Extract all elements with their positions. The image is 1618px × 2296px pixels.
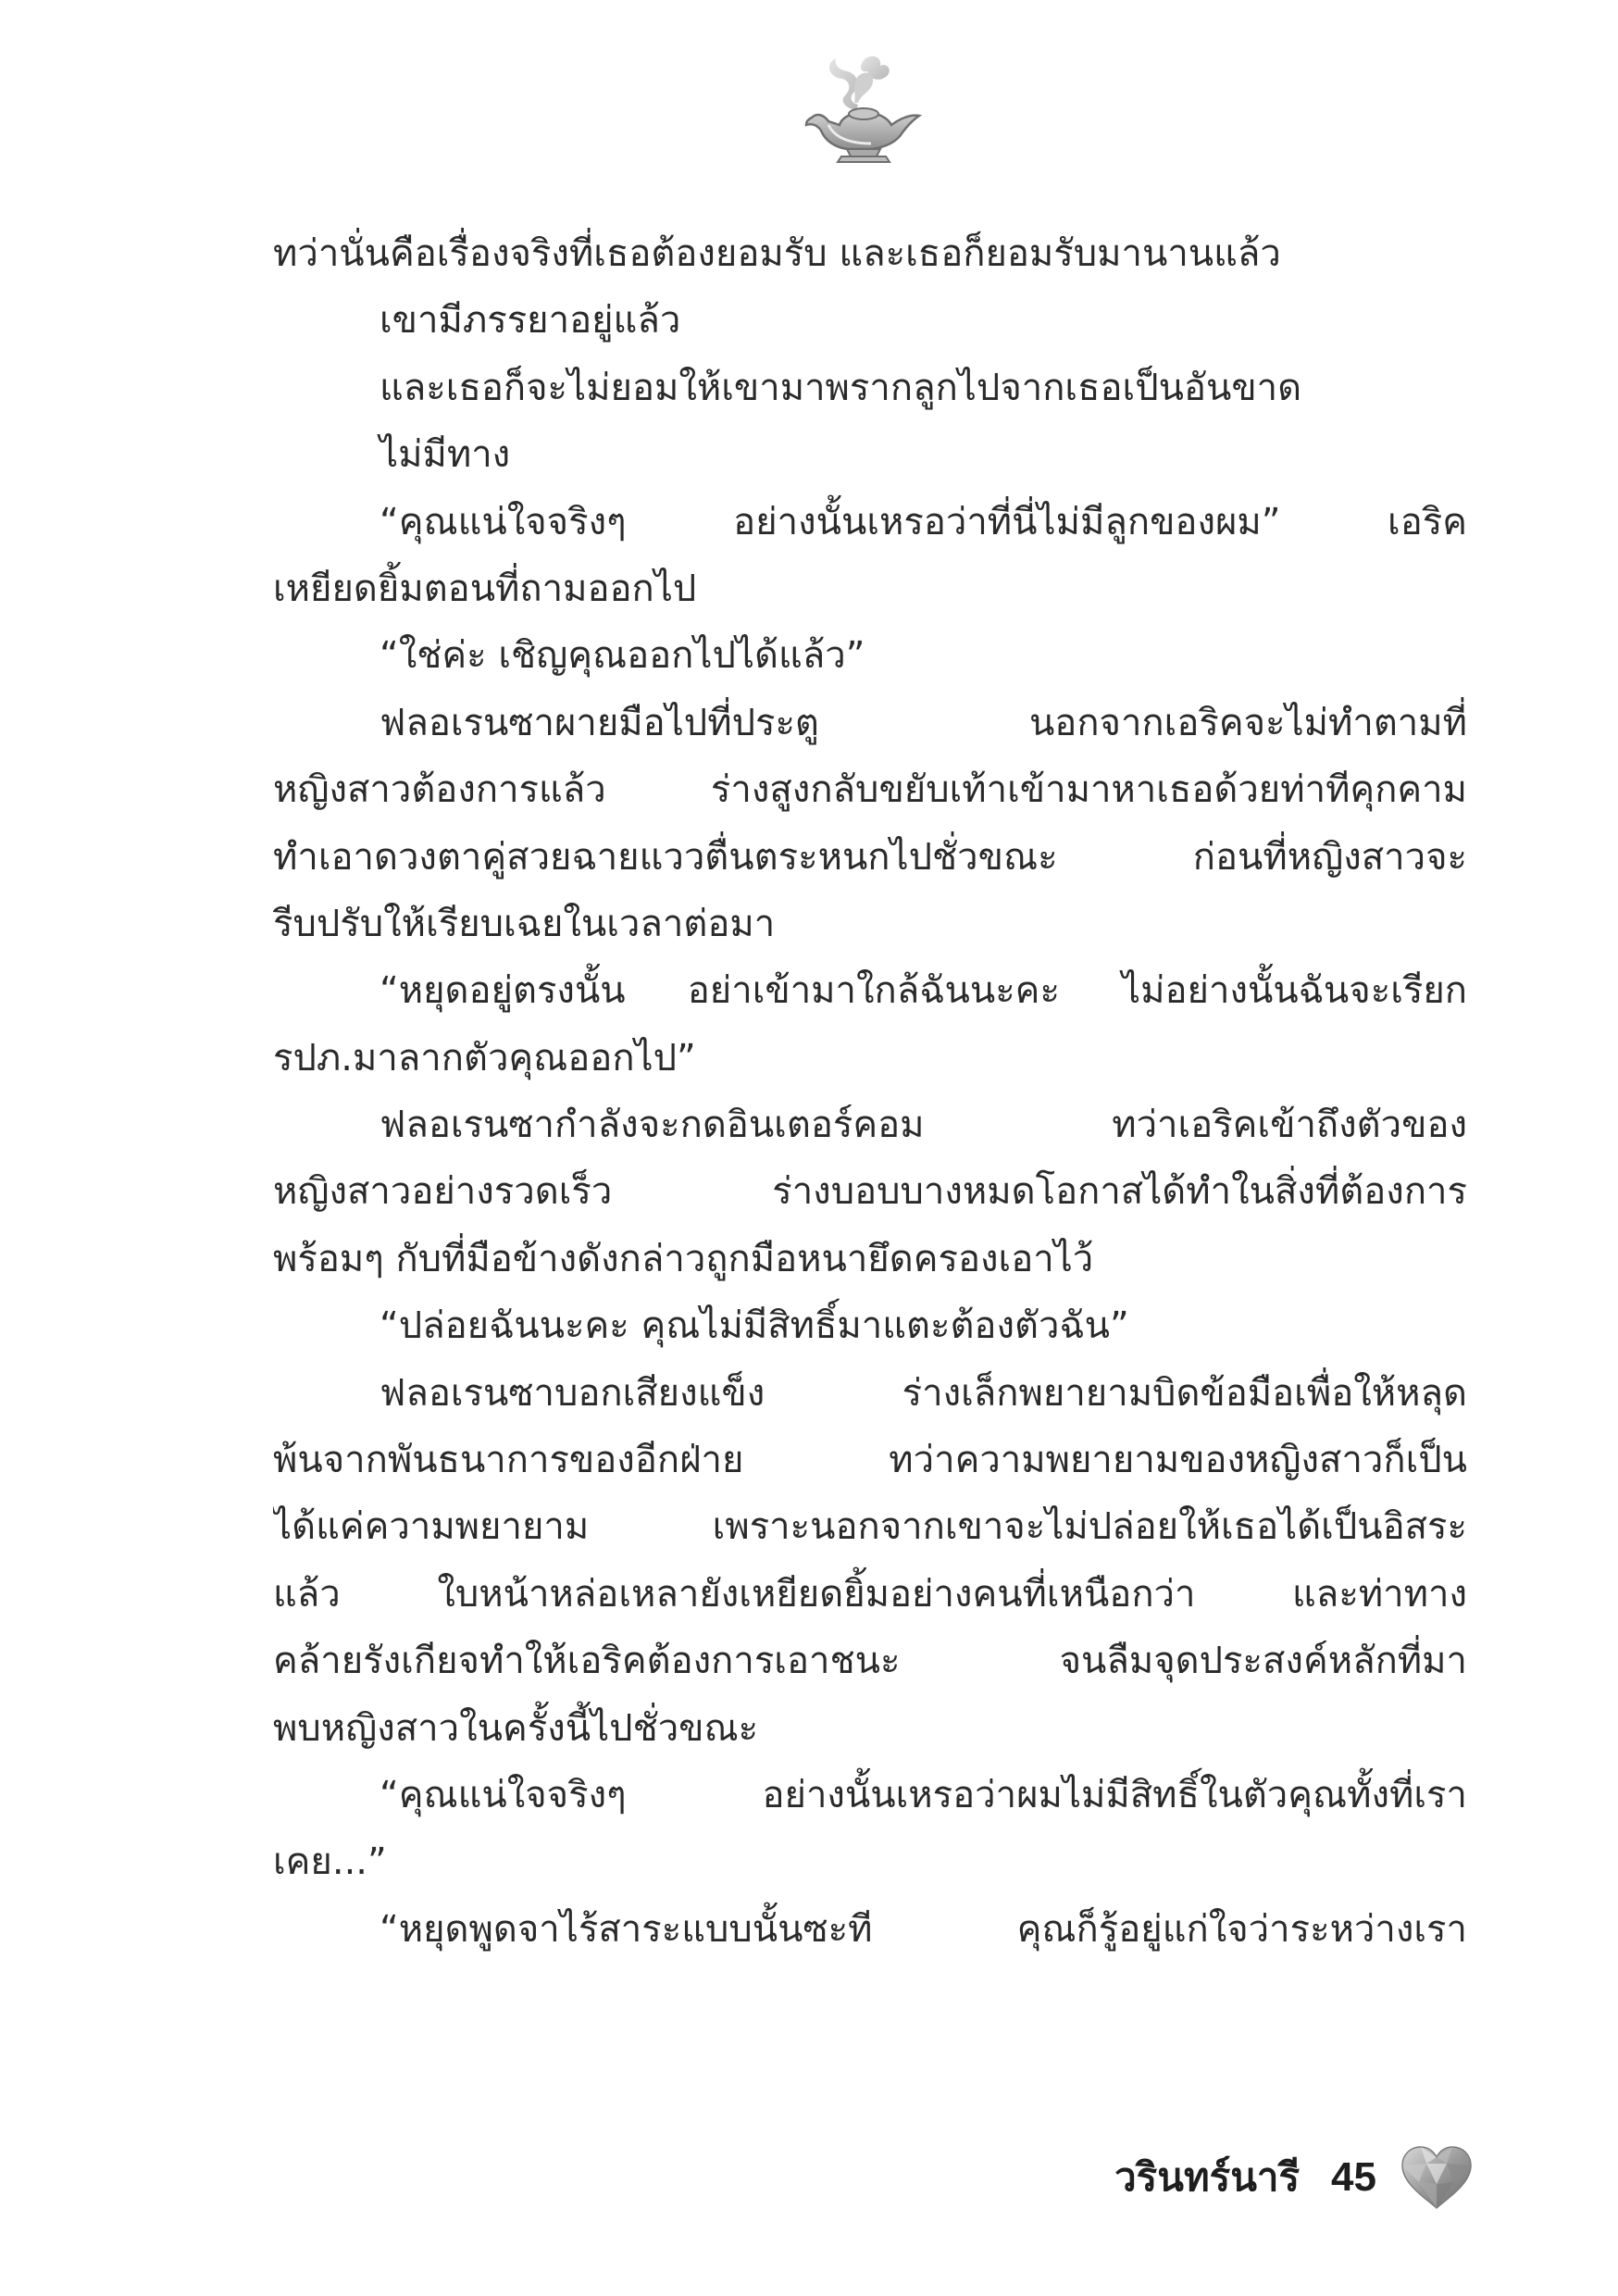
text-line: คล้ายรังเกียจทำให้เอริคต้องการเอาชนะ จนลืมจุดประสงค์หลักที่มา (273, 1640, 1467, 1683)
text-line: พ้นจากพันธนาการของอีกฝ่าย ทว่าความพยายามของหญิงสาวก็เป็น (273, 1439, 1467, 1482)
text-line: ฟลอเรนซากำลังจะกดอินเตอร์คอม ทว่าเอริคเข้าถึงตัวของ (380, 1104, 1467, 1147)
text-line: “ปล่อยฉันนะคะ คุณไม่มีสิทธิ์มาแตะต้องตัวฉัน” (380, 1304, 1129, 1348)
heart-gem-icon (1399, 2143, 1475, 2212)
page-footer (1114, 2131, 1475, 2224)
genie-lamp-icon (791, 51, 930, 167)
text-line: “หยุดพูดจาไร้สาระแบบนั้นซะที คุณก็รู้อยู่แก่ใจว่าระหว่างเรา (380, 1907, 1467, 1951)
text-line: เคย...” (273, 1841, 387, 1884)
body-text (273, 220, 1467, 1963)
text-line: รีบปรับให้เรียบเฉยในเวลาต่อมา (273, 902, 776, 945)
text-line: และเธอก็จะไม่ยอมให้เขามาพรากลูกไปจากเธอเป็นอันขาด (380, 366, 1302, 409)
text-line: พร้อมๆ กับที่มือข้างดังกล่าวถูกมือหนายึดครองเอาไว้ (273, 1237, 1094, 1280)
text-line: รปภ.มาลากตัวคุณออกไป” (273, 1036, 696, 1079)
text-line: หญิงสาวต้องการแล้ว ร่างสูงกลับขยับเท้าเข้ามาหาเธอด้วยท่าทีคุกคาม (273, 768, 1467, 812)
text-line: หญิงสาวอย่างรวดเร็ว ร่างบอบบางหมดโอกาสได้ทำในสิ่งที่ต้องการ (273, 1170, 1467, 1214)
book-title: วรินทร์นารี (1114, 2154, 1301, 2200)
page-number: 45 (1331, 2154, 1376, 2200)
text-line: ทำเอาดวงตาคู่สวยฉายแววตื่นตระหนกไปชั่วขณะ ก่อนที่หญิงสาวจะ (273, 835, 1467, 879)
text-line: แล้ว ใบหน้าหล่อเหลายังเหยียดยิ้มอย่างคนที่เหนือกว่า และท่าทาง (273, 1572, 1467, 1616)
text-line: “หยุดอยู่ตรงนั้น อย่าเข้ามาใกล้ฉันนะคะ ไม่อย่างนั้นฉันจะเรียก (380, 969, 1467, 1013)
text-line: ได้แค่ความพยายาม เพราะนอกจากเขาจะไม่ปล่อยให้เธอได้เป็นอิสระ (273, 1505, 1467, 1549)
text-line: “ใช่ค่ะ เชิญคุณออกไปได้แล้ว” (380, 634, 865, 678)
text-line: ฟลอเรนซาผายมือไปที่ประตู นอกจากเอริคจะไม่ทำตามที่ (380, 701, 1467, 744)
text-line: พบหญิงสาวในครั้งนี้ไปชั่วขณะ (273, 1706, 759, 1750)
text-line: ไม่มีทาง (380, 433, 511, 477)
text-line: ทว่านั่นคือเรื่องจริงที่เธอต้องยอมรับ และเธอก็ยอมรับมานานแล้ว (273, 232, 1281, 275)
text-line: ฟลอเรนซาบอกเสียงแข็ง ร่างเล็กพยายามบิดข้อมือเพื่อให้หลุด (380, 1371, 1467, 1415)
text-line: เขามีภรรยาอยู่แล้ว (380, 299, 681, 343)
text-line: “คุณแน่ใจจริงๆ อย่างนั้นเหรอว่าผมไม่มีสิทธิ์ในตัวคุณทั้งที่เรา (380, 1773, 1467, 1816)
text-line: เหยียดยิ้มตอนที่ถามออกไป (273, 567, 697, 610)
text-line: “คุณแน่ใจจริงๆ อย่างนั้นเหรอว่าที่นี่ไม่มีลูกของผม” เอริค (380, 500, 1467, 543)
